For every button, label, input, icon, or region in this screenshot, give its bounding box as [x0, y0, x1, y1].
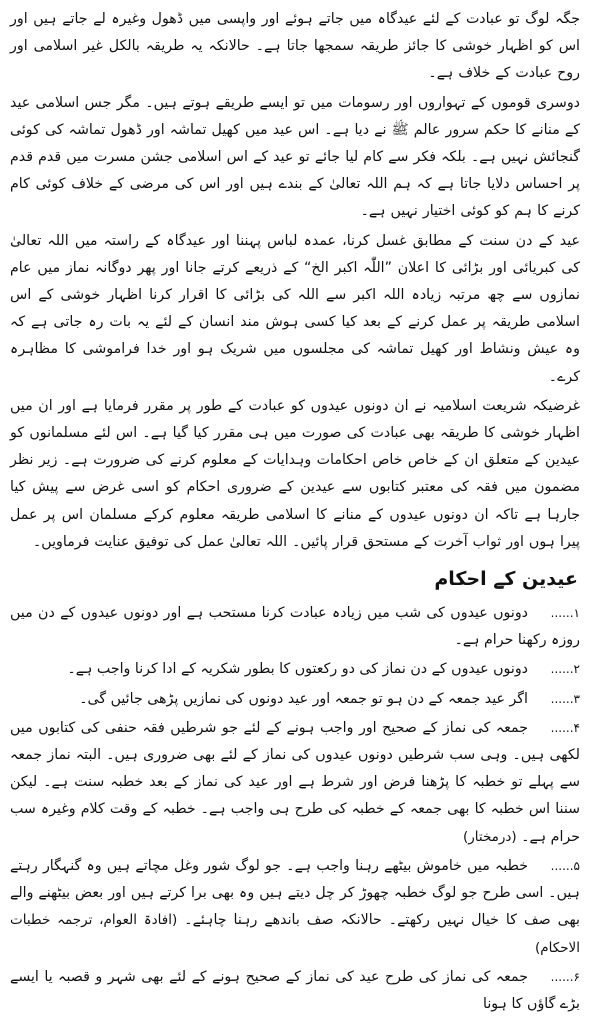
- rule-5: [10, 853, 580, 962]
- rule-3: [10, 686, 580, 713]
- rule-number: ۱......: [550, 606, 580, 621]
- rule-number: ۳......: [550, 691, 580, 706]
- rule-6: [10, 964, 580, 1018]
- rule-text: اگر عید جمعہ کے دن ہو تو جمعہ اور عید دونوں کی نمازیں پڑھی جائیں گی۔: [79, 690, 528, 707]
- paragraph-1: جگہ لوگ تو عبادت کے لئے عیدگاہ میں جاتے ہوئے اور واپسی میں ڈھول وغیرہ لے جاتے ہیں اور اس کو اظہار خوشی کا جائز طریقہ سمجھا جاتا ہے۔ حالانکہ یہ طریقہ بالکل غیر اسلامی اور روح عبادت کے خلاف ہے۔: [10, 11, 580, 82]
- rule-number: ۴......: [550, 720, 580, 735]
- paragraph-2: دوسری قوموں کے تہواروں اور رسومات میں تو ایسے طریقے ہوتے ہیں۔ مگر جس اسلامی عید کے منانے کا حکم سرور عالم ﷺ نے دیا ہے۔ اس عید میں کھیل تماشہ اور ڈھول تماشہ کی کوئی گنجائش نہیں ہے۔ بلکہ فکر سے کام لیا جائے تو عید کے اس اسلامی جشن مسرت میں قدم قدم پر احساس دلایا جاتا ہے کہ ہم اللہ تعالیٰ کے بندے ہیں اور اس کی مرضی کے خلاف کوئی کام کرنے کا ہم کو کوئی اختیار نہیں ہے۔: [10, 94, 580, 220]
- rule-text: جمعہ کی نماز کے صحیح اور واجب ہونے کے لئے جو شرطیں فقہ حنفی کی کتابوں میں لکھی ہیں۔ وہی سب شرطیں دونوں عیدوں کی نماز کے لئے بھی ضروری ہیں۔ البتہ نماز جمعہ سے پہلے تو خطبہ کا پڑھنا فرض اور شرط ہے اور عید کی نماز کے بعد خطبہ سنت ہے۔ لیکن سننا اس خطبہ کا بھی جمعہ کے خطبہ کی طرح ہی واجب ہے۔ خطبہ کے وقت کلام وغیرہ سب حرام ہے۔: [10, 719, 580, 845]
- rule-text: دونوں عیدوں کے دن نماز کی دو رکعتوں کا بطور شکریہ کے ادا کرنا واجب ہے۔: [67, 661, 528, 678]
- rule-4: [10, 715, 580, 851]
- section-heading: عیدین کے احکام: [434, 568, 578, 591]
- paragraph-4: غرضیکہ شریعت اسلامیہ نے ان دونوں عیدوں کو عبادت کے طور پر مقرر فرمایا ہے اور ان میں اظہار خوشی کا طریقہ بھی عبادت کی صورت میں ہی مقرر کیا گیا ہے۔ اس لئے مسلمانوں کو عیدین کے متعلق ان کے خاص خاص احکامات وہدایات کے معلوم کرنے کی ضرورت ہے۔ زیر نظر مضمون میں فقہ کی معتبر کتابوں سے عیدین کے ضروری احکام کو اسی غرض سے پیش کیا جارہا ہے تاکہ ان دونوں عیدوں کے منانے کا اسلامی طریقہ معلوم کرکے مسلمان اس پر عمل پیرا ہوں اور ثواب آخرت کے مستحق قرار پائیں۔ اللہ تعالیٰ عمل کی توفیق عنایت فرماویں۔: [10, 397, 580, 550]
- rule-text: جمعہ کی نماز کی طرح عید کی نماز کے صحیح ہونے کے لئے بھی شہر و قصبہ یا ایسے بڑے گاؤں کا ہونا: [10, 968, 580, 1012]
- paragraph-3: عید کے دن سنت کے مطابق غسل کرنا، عمدہ لباس پہننا اور عیدگاہ کے راستہ میں اللہ تعالیٰ کی کبریائی اور بڑائی کا اعلان ”اللّٰہ اکبر الخ“ کے ذریعے کرتے جانا اور پھر دوگانہ نماز میں عام نمازوں سے چھ مرتبہ زیادہ اللہ اکبر سے اللہ کی بڑائی کا اقرار کرنا اظہار خوشی کے اس اسلامی طریقہ پر عمل کرنے کے بعد کیا کسی ہوش مند انسان کے لئے یہ بات رہ جاتی ہے کہ وہ عیش ونشاط اور کھیل تماشہ کی مجلسوں میں شریک ہو اور خدا فراموشی کا مظاہرہ کرے۔: [10, 232, 580, 385]
- rule-reference: (درمختار): [462, 828, 517, 845]
- rule-2: [10, 656, 580, 683]
- rule-reference: (افادۃ العوام، ترجمہ خطبات الاحکام): [10, 912, 580, 956]
- rule-text: خطبہ میں خاموش بیٹھے رہنا واجب ہے۔ جو لوگ شور وغل مچاتے ہیں وہ گنہگار رہتے ہیں۔ اسی طرح جو لوگ خطبہ چھوڑ کر چل دیتے ہیں وہ بھی برا کرتے ہیں اور بعض بیٹھنے والے بھی صف کا خیال نہیں رکھتے۔ حالانکہ صف باندھے رہنا چاہئے۔: [10, 857, 580, 929]
- rule-1: [10, 600, 580, 654]
- rule-number: ۵......: [550, 858, 580, 873]
- rule-number: ۶......: [550, 969, 580, 984]
- rule-number: ۲......: [550, 662, 580, 677]
- rule-text: دونوں عیدوں کی شب میں زیادہ عبادت کرنا مستحب ہے اور دونوں عیدوں کے دن میں روزہ رکھنا حرام ہے۔: [10, 605, 580, 649]
